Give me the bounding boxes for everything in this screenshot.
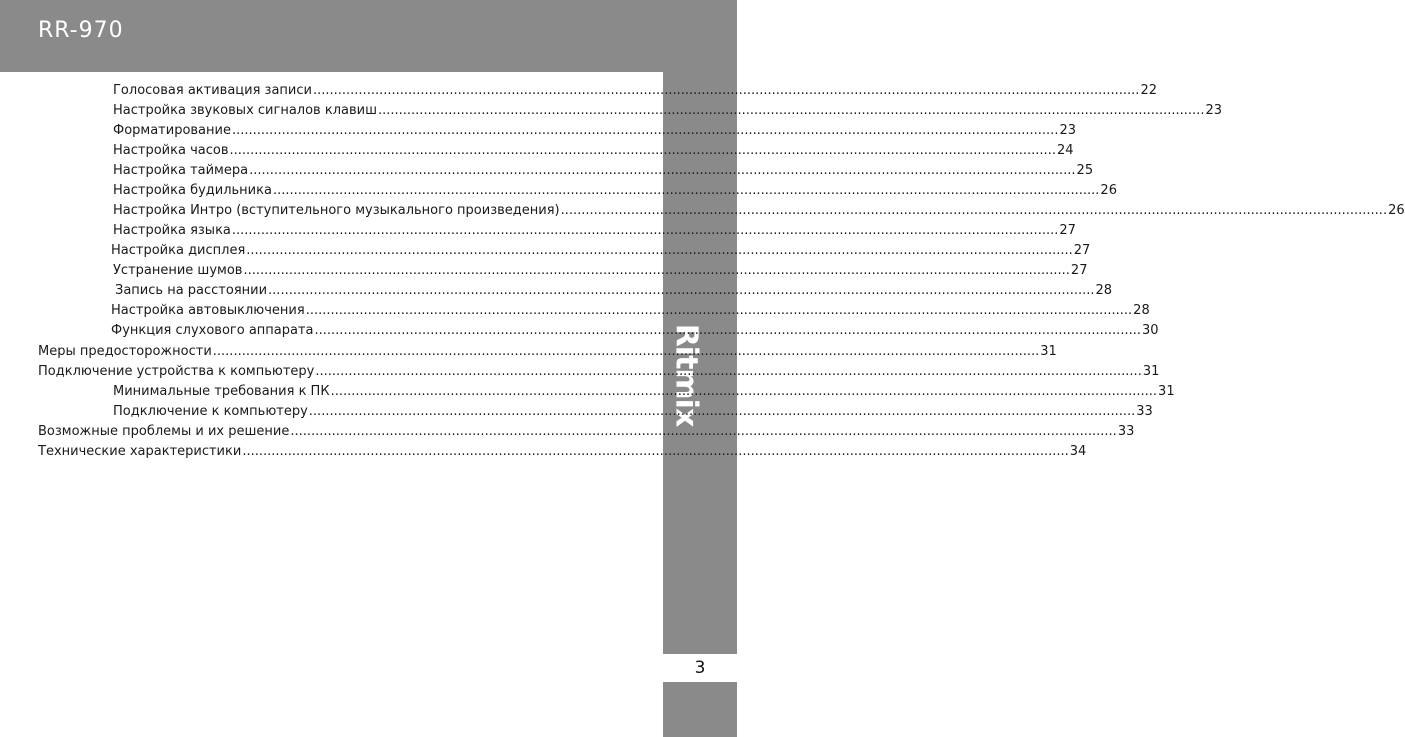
toc-entry	[38, 342, 1057, 362]
toc-leader: ........................................................................................................................................................................................................	[308, 404, 1136, 419]
toc-entry-page: 27	[1070, 263, 1088, 278]
toc-leader: ........................................................................................................................................................................................................	[243, 263, 1070, 278]
toc-entry	[113, 402, 1153, 422]
toc-leader: ........................................................................................................................................................................................................	[268, 283, 1095, 298]
model-title: RR-970	[38, 18, 124, 43]
toc-entry	[38, 442, 1087, 462]
toc-entry	[38, 362, 1160, 382]
toc-entry-page: 31	[1142, 364, 1160, 379]
toc-entry-title: Настройка таймера	[113, 163, 249, 178]
toc-entry	[113, 141, 1074, 161]
toc-entry-title: Форматирование	[113, 123, 231, 138]
toc-entry	[113, 101, 1222, 121]
toc-leader: ........................................................................................................................................................................................................	[312, 83, 1140, 98]
toc-leader: ........................................................................................................................................................................................................	[229, 143, 1056, 158]
toc-entry-title: Настройка дисплея	[111, 243, 246, 258]
toc-entry-title: Минимальные требования к ПК	[113, 384, 330, 399]
toc-entry-page: 33	[1117, 424, 1135, 439]
header-bar	[0, 0, 737, 72]
toc-entry-title: Подключение устройства к компьютеру	[38, 364, 315, 379]
toc-entry	[111, 301, 1150, 321]
toc-entry	[113, 382, 1175, 402]
toc-leader: ........................................................................................................................................................................................................	[377, 103, 1205, 118]
toc-leader: ........................................................................................................................................................................................................	[560, 203, 1388, 218]
toc-entry-page: 22	[1140, 83, 1157, 98]
toc-entry-title: Настройка будильника	[113, 183, 272, 198]
toc-entry-page: 27	[1059, 223, 1076, 238]
toc-leader: ........................................................................................................................................................................................................	[242, 444, 1069, 459]
toc-entry-page: 33	[1136, 404, 1153, 419]
toc-entry-title: Настройка языка	[113, 223, 231, 238]
toc-entry-page: 31	[1040, 344, 1057, 359]
toc-entry-page: 27	[1073, 243, 1091, 258]
brand-logo: Ritmix	[668, 323, 704, 427]
side-bar-bottom	[663, 682, 737, 737]
toc-leader: ........................................................................................................................................................................................................	[231, 123, 1059, 138]
toc-entry-page: 30	[1141, 323, 1159, 338]
toc-entry-page: 26	[1100, 183, 1117, 198]
toc-entry-page: 23	[1059, 123, 1076, 138]
toc-leader: ........................................................................................................................................................................................................	[290, 424, 1117, 439]
toc-entry	[113, 201, 1405, 221]
toc-entry	[113, 181, 1117, 201]
toc-entry-page: 24	[1056, 143, 1074, 158]
toc-leader: ........................................................................................................................................................................................................	[249, 163, 1076, 178]
toc-entry-title: Голосовая активация записи	[113, 83, 312, 98]
toc-entry-title: Запись на расстоянии	[115, 283, 268, 298]
toc-entry-page: 23	[1205, 103, 1222, 118]
toc-entry-page: 28	[1133, 303, 1150, 318]
toc-entry-page: 34	[1069, 444, 1087, 459]
toc-entry	[113, 261, 1088, 281]
toc-entry-title: Настройка Интро (вступительного музыкального произведения)	[113, 203, 560, 218]
toc-entry	[113, 121, 1076, 141]
toc-leader: ........................................................................................................................................................................................................	[330, 384, 1158, 399]
toc-entry-title: Возможные проблемы и их решение	[38, 424, 290, 439]
toc-entry-page: 28	[1095, 283, 1113, 298]
toc-entry-title: Меры предосторожности	[38, 344, 212, 359]
toc-entry-title: Подключение к компьютеру	[113, 404, 308, 419]
toc-entry-title: Настройка часов	[113, 143, 229, 158]
toc-leader: ........................................................................................................................................................................................................	[315, 364, 1142, 379]
toc-leader: ........................................................................................................................................................................................................	[305, 303, 1133, 318]
toc-entry-page: 31	[1158, 384, 1175, 399]
toc-leader: ........................................................................................................................................................................................................	[212, 344, 1040, 359]
toc-entry-page: 25	[1076, 163, 1094, 178]
toc-leader: ........................................................................................................................................................................................................	[314, 323, 1141, 338]
toc-entry	[111, 321, 1159, 341]
toc-entry	[111, 241, 1091, 261]
toc-entry-page: 26	[1388, 203, 1405, 218]
toc-leader: ........................................................................................................................................................................................................	[231, 223, 1059, 238]
toc-leader: ........................................................................................................................................................................................................	[272, 183, 1100, 198]
toc-entry	[113, 221, 1076, 241]
toc-entry	[113, 81, 1157, 101]
toc-entry-title: Устранение шумов	[113, 263, 243, 278]
toc-entry	[115, 281, 1113, 301]
toc-entry-title: Технические характеристики	[38, 444, 242, 459]
toc-entry-title: Настройка автовыключения	[111, 303, 305, 318]
toc-entry-title: Функция слухового аппарата	[111, 323, 314, 338]
page-number: 3	[694, 658, 706, 678]
toc-entry	[113, 161, 1094, 181]
toc-leader: ........................................................................................................................................................................................................	[246, 243, 1073, 258]
toc-entry	[38, 422, 1135, 442]
toc-entry-title: Настройка звуковых сигналов клавиш	[113, 103, 377, 118]
